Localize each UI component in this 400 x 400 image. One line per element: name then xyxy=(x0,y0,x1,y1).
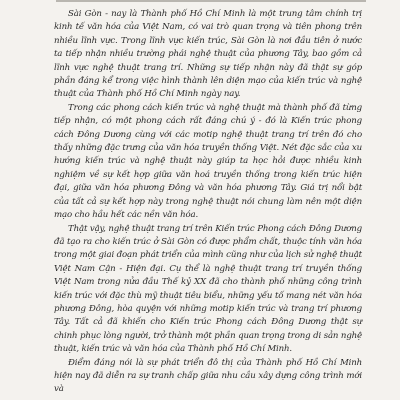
paragraph-1: Sài Gòn - nay là Thành phố Hồ Chí Minh là một trung tâm chính trị kinh tế văn hóa của Việt Nam, có vai trò quan trọng và tiên phong trên nhiều lĩnh vực. Trong lĩnh vực kiến trúc, Sài Gòn là nơi đầu tiên ở nước ta tiếp nhận nhiều trường phái nghệ thuật của phương Tây, bao gồm cả lĩnh vực nghệ thuật trang trí. Những sự tiếp nhận này đã thật sự góp phần đáng kể trong việc hình thành lên diện mạo của kiến trúc và nghệ thuật của Thành phố Hồ Chí Minh ngày nay. xyxy=(54,9,362,100)
paragraph-3: Thật vậy, nghệ thuật trang trí trên Kiến trúc Phong cách Đông Dương đã tạo ra cho kiến trúc ở Sài Gòn có được phẩm chất, thuộc tính văn hóa trong một giai đoạn phát triển của mình cũng như của lịch sử nghệ thuật Việt Nam Cận - Hiện đại. Cụ thể là nghệ thuật trang trí truyền thống Việt Nam trong nửa đầu Thế kỷ XX đã cho thành phố những công trình kiến trúc với đặc thù mỹ thuật tiêu biểu, những yếu tố mang nét văn hóa phương Đông, hòa quyện với những motip kiến trúc và trang trí phương Tây. Tất cả đã khiến cho Kiến trúc Phong cách Đông Dương thật sự chinh phục lòng người, trở thành một phần quan trọng trong di sản nghệ thuật, kiến trúc và văn hóa của Thành phố Hồ Chí Minh. xyxy=(54,223,362,355)
body-text xyxy=(54,8,362,397)
paragraph-4: Điểm đáng nói là sự phát triển đô thị của Thành phố Hồ Chí Minh hiện nay đã diễn ra sự tranh chấp giữa nhu cầu xây dựng công trình mới và xyxy=(54,357,362,395)
page-top-rule xyxy=(56,0,366,2)
paragraph-2: Trong các phong cách kiến trúc và nghệ thuật mà thành phố đã từng tiếp nhận, có một phong cách rất đáng chú ý - đó là Kiến trúc phong cách Đông Dương cùng với các motip nghệ thuật trang trí trên đó cho thấy những đặc trưng của văn hóa truyền thống Việt. Nét đặc sắc của xu hướng kiến trúc và nghệ thuật này giúp ta học hỏi được nhiều kinh nghiệm về sự kết hợp giữa văn hoá truyền thống trong kiến trúc hiện đại, giữa văn hóa phương Đông và văn hóa phương Tây. Giá trị nổi bật của tất cả sự kết hợp này trong nghệ thuật nói chung làm nên một diện mạo cho hầu hết các nền văn hóa. xyxy=(54,102,362,221)
